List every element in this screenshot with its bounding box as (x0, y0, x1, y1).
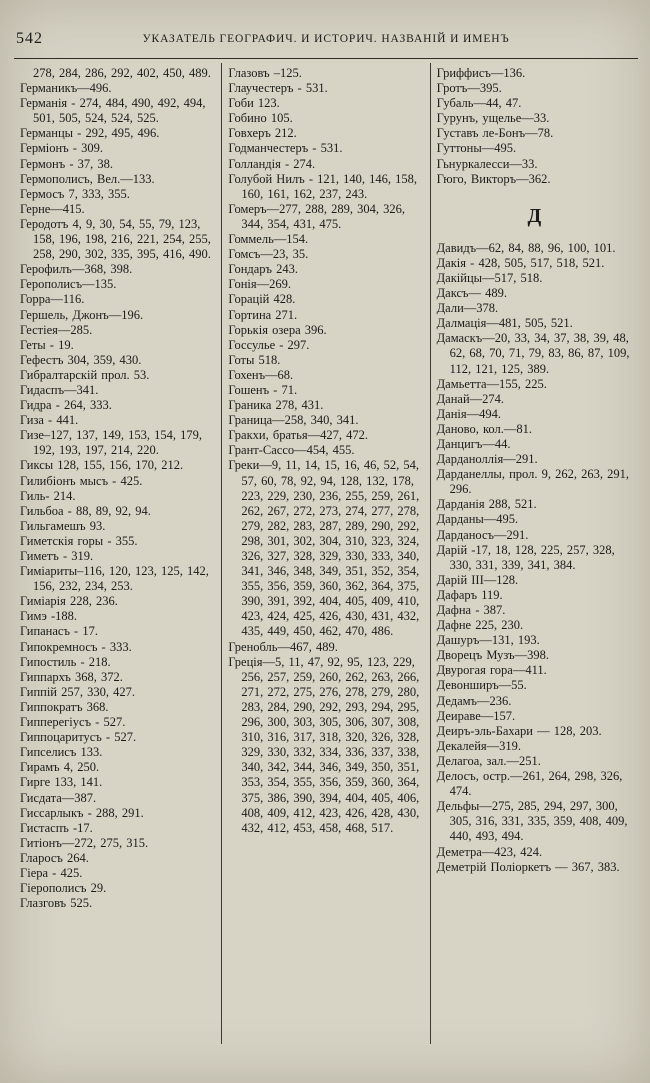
index-entry: Дафаръ 119. (436, 587, 503, 602)
index-entry: Герополисъ—135. (20, 277, 117, 292)
index-entry: Дарій III—128. (436, 572, 519, 587)
index-entry: Граника 278, 431. (228, 398, 324, 413)
index-entry: Герофилъ—368, 398. (20, 262, 133, 277)
index-entry: Гипокремносъ - 333. (20, 639, 132, 654)
index-entry: Голландія - 274. (228, 156, 316, 171)
index-entry: Гиппій 257, 330, 427. (20, 684, 135, 699)
index-entry: Дали—378. (436, 301, 499, 316)
index-entry: Деиръ-эль-Бахари — 128, 203. (436, 723, 602, 738)
index-entry: Геродотъ 4, 9, 30, 54, 55, 79, 123, 158, 196, 198, 216, 221, 254, 255, 258, 290, 302, 335, 395, 416, 490. (20, 216, 211, 262)
index-entry: Дакія - 428, 505, 517, 518, 521. (436, 255, 605, 270)
index-entry: Гермонъ - 37, 38. (20, 156, 113, 171)
index-entry: Декалейя—319. (436, 738, 522, 753)
index-entry: Глаучестеръ - 531. (228, 81, 328, 96)
index-entry: Дашуръ—131, 193. (436, 633, 540, 648)
index-entry: Гоммель—154. (228, 232, 309, 247)
index-entry: Дарданосъ—291. (436, 527, 529, 542)
index-entry: Гурунъ, ущелье—33. (436, 111, 550, 126)
index-entry: Дедамъ—236. (436, 693, 512, 708)
index-entry: Гефестъ 304, 359, 430. (20, 352, 142, 367)
index-entry: Деметра—423, 424. (436, 844, 543, 859)
index-entry: Гондаръ 243. (228, 262, 299, 277)
index-entry: Германцы - 292, 495, 496. (20, 126, 160, 141)
index-entry: Гисдата—387. (20, 790, 97, 805)
index-entry: Гермосъ 7, 333, 355. (20, 186, 130, 201)
index-entry: Говхеръ 212. (228, 126, 297, 141)
index-entry: Горра—116. (20, 292, 85, 307)
index-entry: Гистаспъ -17. (20, 820, 93, 835)
index-entry: Глазовъ –125. (228, 66, 302, 80)
index-entry: Данцигъ—44. (436, 436, 511, 451)
index-entry: Дарданоллія—291. (436, 452, 538, 467)
index-entry: Гоби 123. (228, 96, 280, 111)
index-entry: Двурогая гора—411. (436, 663, 547, 678)
index-entry: Даново, кол.—81. (436, 421, 532, 436)
index-column-2 (221, 63, 429, 1044)
index-entry: Делосъ, остр.—261, 264, 298, 326, 474. (436, 769, 623, 799)
index-entry: Дамьетта—155, 225. (436, 376, 547, 391)
index-column-1 (14, 63, 221, 1044)
index-entry: Греки—9, 11, 14, 15, 16, 46, 52, 54, 57, 60, 78, 92, 94, 128, 132, 178, 223, 229, 230, 236, 255, 259, 261, 262, 267, 272, 273, 274, 277, 278, 279, 282, 283, 287, 289, 290, 292, 298, 301, 302, 304, 310, 323, 324, 326, 327, 328, 329, 330, 333, 340, 341, 346, 348, 349, 351, 352, 354, 355, 356, 359, 360, 362, 364, 375, 390, 391, 392, 404, 405, 409, 410, 423, 424, 425, 426, 430, 431, 432, 435, 449, 450, 462, 470, 486. (228, 458, 420, 639)
index-entry: Гошенъ - 71. (228, 382, 298, 397)
index-entry: Госсулье - 297. (228, 337, 310, 352)
index-entry: Гитіонъ—272, 275, 315. (20, 835, 149, 850)
index-entry: Гидра - 264, 333. (20, 398, 112, 413)
index-entry: Дарій -17, 18, 128, 225, 257, 328, 330, 331, 339, 341, 384. (436, 542, 615, 572)
index-entry: Деметрій Поліоркетъ — 367, 383. (436, 859, 620, 874)
header-rule (14, 58, 638, 59)
index-column-3 (430, 63, 638, 1044)
index-entry: Дафне 225, 230. (436, 618, 524, 633)
index-entry: Гиппократъ 368. (20, 699, 109, 714)
index-entry: Дарданы—495. (436, 512, 519, 527)
index-entry: Густавъ ле-Бонъ—78. (436, 126, 554, 141)
index-entry: Гортина 271. (228, 307, 298, 322)
index-entry: Гиппархъ 368, 372. (20, 669, 123, 684)
index-entry: Гиссарлыкъ - 288, 291. (20, 805, 144, 820)
index-entry: Гьнуркалесси—33. (436, 156, 538, 171)
index-entry: Гіерополисъ 29. (20, 881, 107, 896)
index-entry: Гильгамешъ 93. (20, 518, 106, 533)
index-entry: Дафна - 387. (436, 603, 506, 617)
index-entry: Готы 518. (228, 352, 281, 367)
index-entry: Герне—415. (20, 201, 85, 216)
index-entry: Давидъ—62, 84, 88, 96, 100, 101. (436, 240, 616, 255)
index-entry: Гизе–127, 137, 149, 153, 154, 179, 192, 193, 197, 214, 220. (20, 428, 203, 458)
index-entry: Глазговъ 525. (20, 896, 93, 911)
index-entry: Дельфы—275, 285, 294, 297, 300, 305, 316, 331, 335, 359, 408, 409, 440, 493, 494. (436, 799, 628, 844)
index-entry: Гилибіонъ мысъ - 425. (20, 473, 143, 488)
index-entry: Гермополисъ, Вел.—133. (20, 171, 155, 186)
index-entry: Гомсъ—23, 35. (228, 247, 309, 262)
index-entry: 278, 284, 286, 292, 402, 450, 489. (33, 66, 211, 80)
index-entry: Гиметъ - 319. (20, 549, 94, 563)
index-entry: Гонія—269. (228, 277, 291, 292)
index-entry: Гуттоны—495. (436, 141, 517, 156)
index-entry: Гротъ—395. (436, 81, 502, 96)
page-title: УКАЗАТЕЛЬ ГЕОГРАФИЧ. И ИСТОРИЧ. НАЗВАНІЙ И ИМЕНЪ (142, 33, 510, 45)
index-entry: Горацій 428. (228, 292, 296, 307)
index-entry: Гиміарія 228, 236. (20, 594, 118, 609)
index-entry: Гипселисъ 133. (20, 745, 103, 760)
index-entry: Гобино 105. (228, 111, 293, 126)
index-entry: Гларосъ 264. (20, 850, 89, 865)
index-entry: Горькія озера 396. (228, 322, 327, 337)
index-entry: Гибралтарскій прол. 53. (20, 367, 150, 382)
index-entry: Делагоа, зал.—251. (436, 753, 541, 768)
index-entry: Гиксы 128, 155, 156, 170, 212. (20, 458, 184, 473)
index-entry: Гимэ -188. (20, 609, 78, 624)
index-entry: Годманчестеръ - 531. (228, 141, 343, 156)
index-entry: Гиза - 441. (20, 413, 79, 428)
index-entry: Даксъ— 489. (436, 286, 508, 301)
section-letter: Д (527, 204, 543, 227)
index-entry: Гренобль—467, 489. (228, 639, 338, 654)
index-entry: Гиміариты–116, 120, 123, 125, 142, 156, 232, 234, 253. (20, 564, 209, 594)
index-entry: Греція—5, 11, 47, 92, 95, 123, 229, 256, 257, 259, 260, 262, 263, 266, 271, 272, 275, 276, 278, 279, 280, 283, 284, 290, 292, 293, 294, 295, 296, 300, 303, 305, 306, 307, 308, 310, 316, 317, 318, 320, 326, 328, 329, 330, 332, 334, 336, 337, 338, 340, 342, 344, 346, 349, 350, 351, 353, 354, 355, 356, 359, 360, 364, 375, 386, 390, 394, 404, 405, 406, 408, 409, 412, 423, 426, 428, 430, 432, 412, 453, 458, 468, 517. (228, 654, 420, 835)
index-entry: Герміонъ - 309. (20, 141, 103, 156)
index-entry: Губаль—44, 47. (436, 96, 522, 111)
index-entry: Германія - 274, 484, 490, 492, 494, 501, 505, 524, 524, 525. (20, 96, 206, 126)
index-entry: Деираве—157. (436, 708, 516, 723)
index-entry: Гомеръ—277, 288, 289, 304, 326, 344, 354, 431, 475. (228, 201, 406, 231)
index-entry: Гильбоа - 88, 89, 92, 94. (20, 503, 151, 518)
index-entry: Данія—494. (436, 406, 502, 421)
index-entry: Гіера - 425. (20, 865, 83, 880)
index-entry: Данай—274. (436, 391, 505, 406)
index-entry: Гипперегіусъ - 527. (20, 715, 126, 730)
index-entry: Гершель, Джонъ—196. (20, 307, 144, 322)
index-entry: Гохенъ—68. (228, 367, 294, 382)
index-columns (14, 63, 638, 1044)
index-entry: Гирге 133, 141. (20, 775, 103, 790)
index-entry: Гиль- 214. (20, 488, 76, 503)
index-entry: Дарданеллы, прол. 9, 262, 263, 291, 296. (436, 467, 629, 497)
index-entry: Дамаскъ—20, 33, 34, 37, 38, 39, 48, 62, 68, 70, 71, 79, 83, 86, 87, 109, 112, 121, 125, 389. (436, 331, 630, 376)
index-entry: Гриффисъ—136. (436, 66, 526, 80)
index-entry: Гракхи, братья—427, 472. (228, 428, 368, 443)
index-entry: Гиппоцаритусъ - 527. (20, 730, 137, 745)
index-entry: Гидаспъ—341. (20, 382, 99, 397)
index-entry: Гестіея—285. (20, 322, 93, 337)
index-entry: Далмація—481, 505, 521. (436, 316, 573, 331)
index-entry: Гирамъ 4, 250. (20, 760, 100, 775)
index-entry: Гюго, Викторъ—362. (436, 171, 551, 186)
index-entry: Дарданія 288, 521. (436, 497, 537, 512)
index-entry: Девонширъ—55. (436, 678, 527, 693)
index-entry: Геты - 19. (20, 337, 74, 352)
index-entry: Гиметскія горы - 355. (20, 533, 138, 548)
page-number: 542 (16, 30, 43, 47)
index-entry: Голубой Нилъ - 121, 140, 146, 158, 160, 161, 162, 237, 243. (228, 171, 417, 201)
index-entry: Дакійцы—517, 518. (436, 270, 543, 285)
index-entry: Дворецъ Музъ—398. (436, 648, 549, 663)
index-entry: Грант-Сассо—454, 455. (228, 443, 355, 458)
index-entry: Гипостиль - 218. (20, 654, 111, 669)
page-header (14, 30, 638, 52)
index-entry: Граница—258, 340, 341. (228, 413, 359, 428)
index-entry: Гипанасъ - 17. (20, 624, 98, 639)
index-entry: Германикъ—496. (20, 81, 112, 96)
